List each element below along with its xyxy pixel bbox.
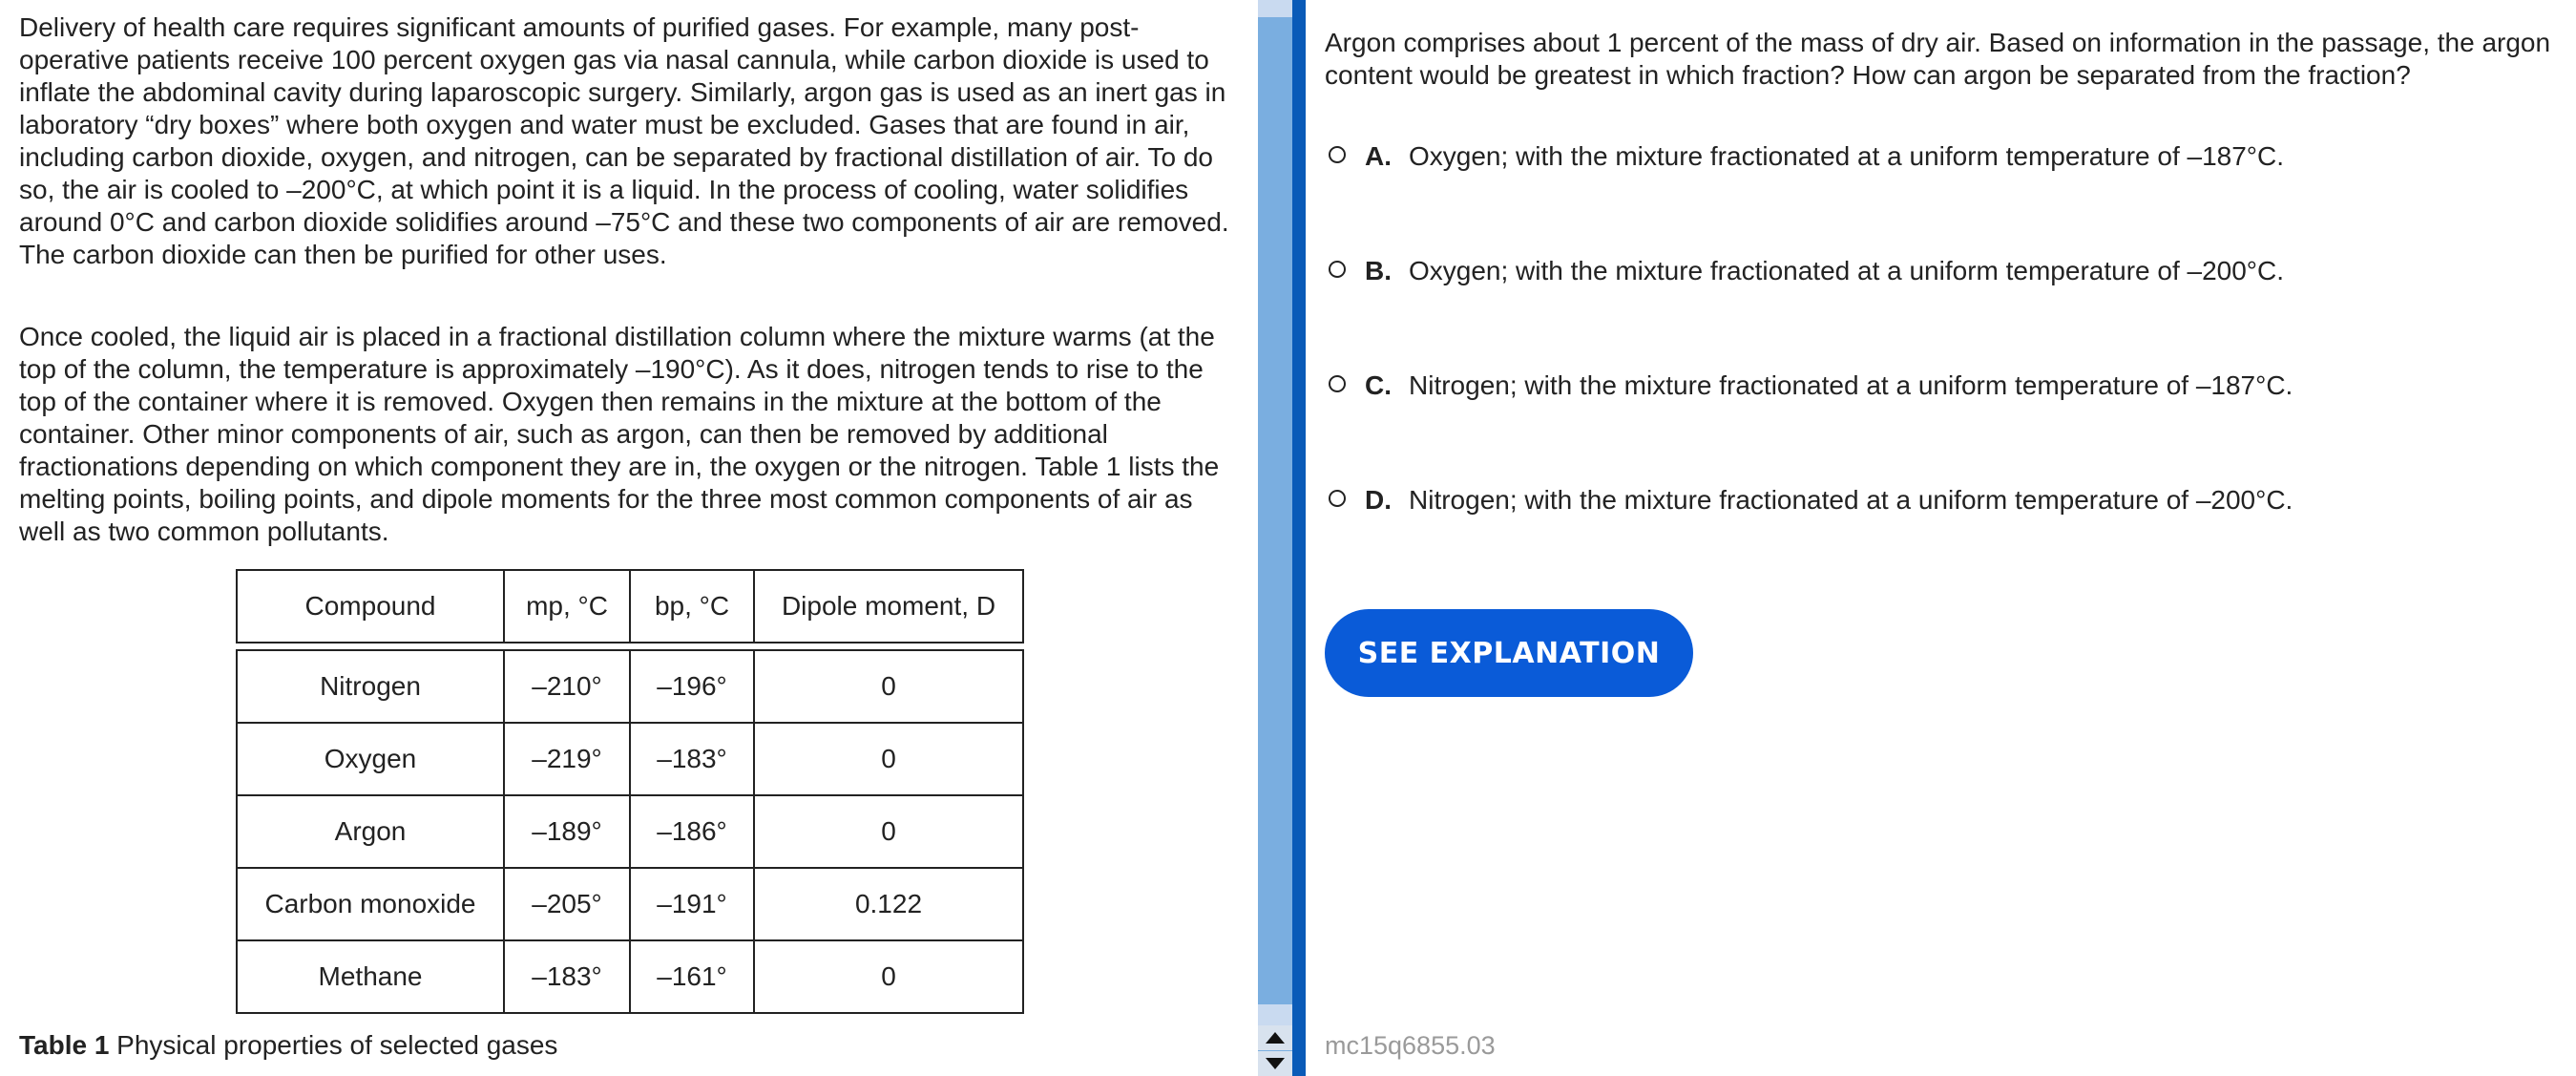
passage-panel xyxy=(0,0,1258,1076)
scroll-down-arrow-icon xyxy=(1266,1058,1285,1069)
table-cell: –183° xyxy=(505,941,631,1014)
passage-paragraph-1: Delivery of health care requires significant amounts of purified gases. For example, many post-operative patients receive 100 percent oxygen gas via nasal cannula, while carbon dioxide is used to inflate the abdominal cavity during laparoscopic surgery. Similarly, argon gas is used as an inert gas in laboratory “dry boxes” where both oxygen and water must be excluded. Gases that are found in air, including carbon dioxide, oxygen, and nitrogen, can be separated by fractional distillation of air. To do so, the air is cooled to –200°C, at which point it is a liquid. In the process of cooling, water solidifies around 0°C and carbon dioxide solidifies around –75°C and these two components of air are removed. The carbon dioxide can then be purified for other uses. xyxy=(19,12,1229,269)
choice-text: Nitrogen; with the mixture fractionated at a uniform temperature of –187°C. xyxy=(1409,370,2293,400)
choice-text: Nitrogen; with the mixture fractionated at a uniform temperature of –200°C. xyxy=(1409,485,2293,515)
choice-letter: A. xyxy=(1365,141,1392,171)
scrollbar-thumb-top[interactable] xyxy=(1258,0,1292,17)
radio-button-icon[interactable] xyxy=(1329,375,1346,392)
scroll-up-button[interactable] xyxy=(1258,1025,1292,1050)
table-cell: –205° xyxy=(505,869,631,941)
table-caption xyxy=(19,1029,557,1062)
choice-text: Oxygen; with the mixture fractionated at a uniform temperature of –200°C. xyxy=(1409,256,2284,285)
table-caption-label: Table 1 xyxy=(19,1030,110,1060)
passage-scrollbar[interactable] xyxy=(1258,0,1292,1076)
table-cell: –186° xyxy=(631,796,755,869)
table-cell: Argon xyxy=(236,796,505,869)
table-cell: –183° xyxy=(631,724,755,796)
question-id: mc15q6855.03 xyxy=(1325,1031,1496,1060)
answer-choice-d[interactable] xyxy=(1329,485,2293,516)
choice-letter: C. xyxy=(1365,370,1392,400)
table-row xyxy=(236,724,1024,796)
table-header-cell: bp, °C xyxy=(631,569,755,643)
radio-button-icon[interactable] xyxy=(1329,261,1346,278)
table-row xyxy=(236,649,1024,724)
choice-letter: B. xyxy=(1365,256,1392,285)
table-cell: 0 xyxy=(755,724,1024,796)
scrollbar-thumb-bottom[interactable] xyxy=(1258,1004,1292,1025)
table-header-row xyxy=(236,569,1024,643)
answer-choice-a[interactable] xyxy=(1329,141,2284,172)
scroll-down-button[interactable] xyxy=(1258,1051,1292,1076)
choice-letter: D. xyxy=(1365,485,1392,515)
question-stem: Argon comprises about 1 percent of the mass of dry air. Based on information in the passage, the argon content would be greatest in which fraction? How can argon be separated from the fraction? xyxy=(1325,28,2551,90)
table-row xyxy=(236,796,1024,869)
see-explanation-button[interactable]: SEE EXPLANATION xyxy=(1325,609,1693,697)
gas-properties-table xyxy=(236,569,1024,1014)
table-row xyxy=(236,869,1024,941)
table-caption-text: Physical properties of selected gases xyxy=(109,1030,558,1060)
table-header-cell: Dipole moment, D xyxy=(755,569,1024,643)
table-header-cell: Compound xyxy=(236,569,505,643)
table-cell: Oxygen xyxy=(236,724,505,796)
passage-paragraph-2: Once cooled, the liquid air is placed in a fractional distillation column where the mixture warms (at the top of the column, the temperature is approximately –190°C). As it does, nitrogen tends to rise to the top of the container where it is removed. Oxygen then remains in the mixture at the bottom of the container. Other minor components of air, such as argon, can then be removed by additional fractionations depending on which component they are in, the oxygen or the nitrogen. Table 1 lists the melting points, boiling points, and dipole moments for the three most common components of air as well as two common pollutants. xyxy=(19,322,1220,546)
choice-text: Oxygen; with the mixture fractionated at a uniform temperature of –187°C. xyxy=(1409,141,2284,171)
table-cell: –161° xyxy=(631,941,755,1014)
table-header-cell: mp, °C xyxy=(505,569,631,643)
answer-choice-b[interactable] xyxy=(1329,256,2284,286)
question-panel xyxy=(1306,0,2576,1076)
table-cell: Methane xyxy=(236,941,505,1014)
table-cell: Nitrogen xyxy=(236,649,505,724)
answer-choice-c[interactable] xyxy=(1329,370,2293,401)
table-cell: 0 xyxy=(755,649,1024,724)
table-row xyxy=(236,941,1024,1014)
table-cell: –196° xyxy=(631,649,755,724)
table-cell: –219° xyxy=(505,724,631,796)
scroll-up-arrow-icon xyxy=(1266,1032,1285,1044)
table-cell: 0 xyxy=(755,941,1024,1014)
table-cell: Carbon monoxide xyxy=(236,869,505,941)
table-cell: –191° xyxy=(631,869,755,941)
table-cell: –210° xyxy=(505,649,631,724)
panel-divider[interactable] xyxy=(1292,0,1306,1076)
table-cell: –189° xyxy=(505,796,631,869)
table-cell: 0.122 xyxy=(755,869,1024,941)
radio-button-icon[interactable] xyxy=(1329,490,1346,507)
radio-button-icon[interactable] xyxy=(1329,146,1346,163)
table-cell: 0 xyxy=(755,796,1024,869)
